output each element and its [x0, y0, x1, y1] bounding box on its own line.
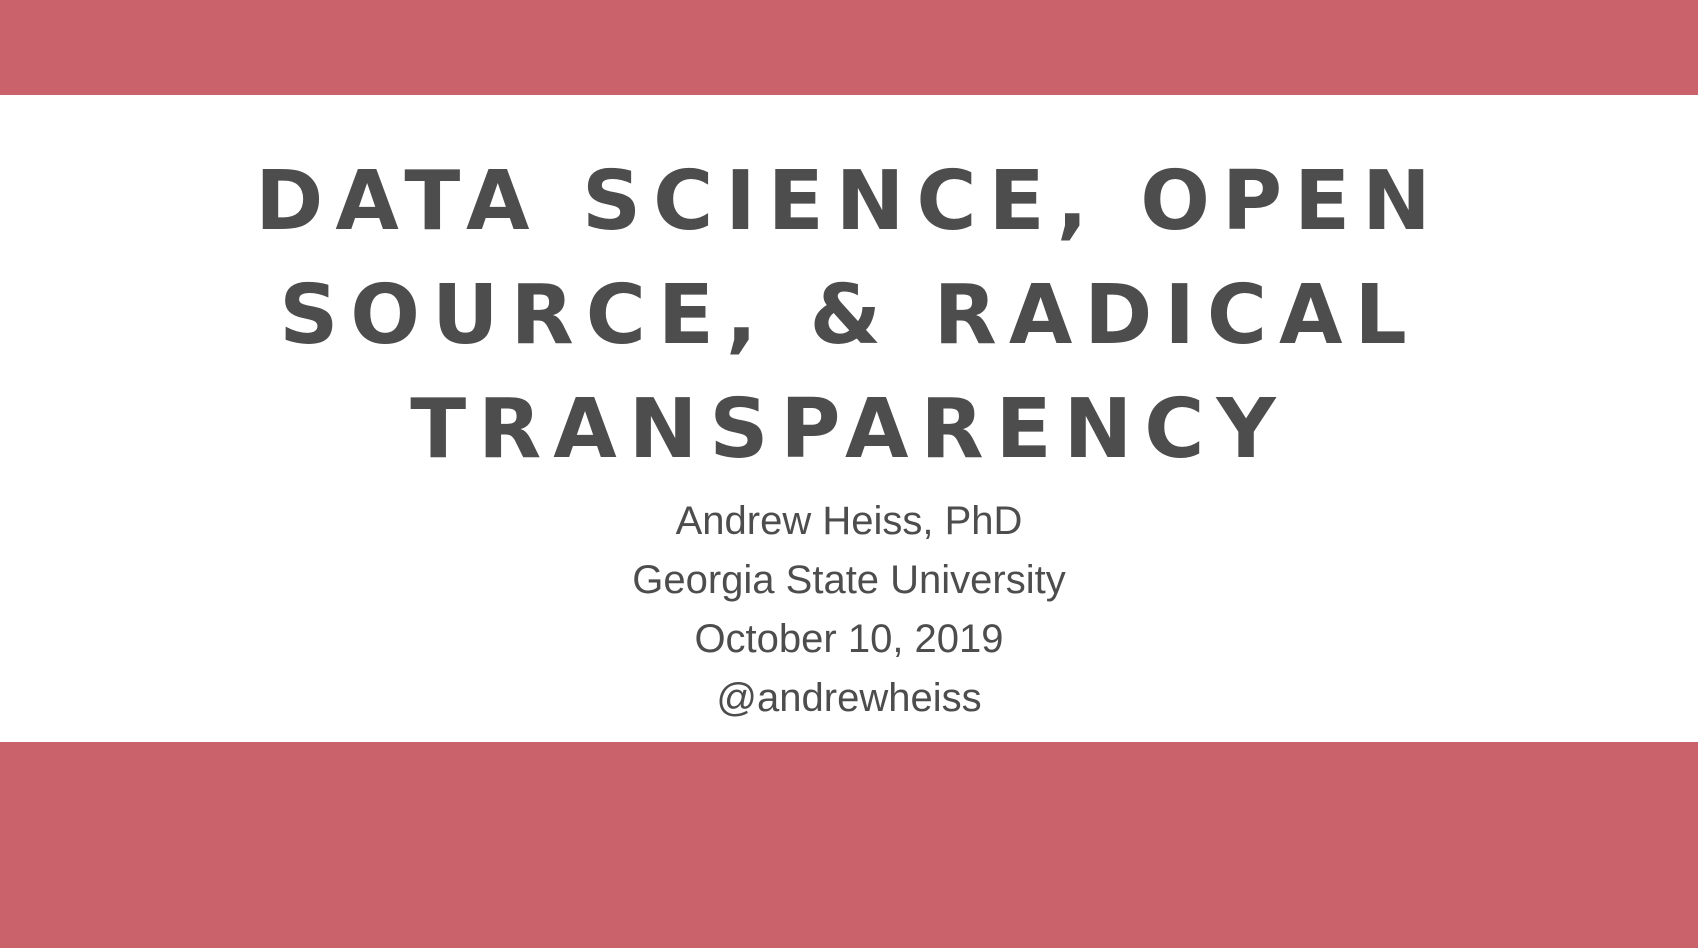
slide-title: [0, 145, 1698, 487]
social-handle: @andrewheiss: [716, 676, 982, 720]
affiliation: Georgia State University: [632, 558, 1066, 602]
title-line-3: TRANSPARENCY: [410, 382, 1288, 477]
presentation-date: October 10, 2019: [694, 617, 1004, 661]
top-band: [0, 0, 1698, 95]
title-line-1: DATA SCIENCE, OPEN: [255, 154, 1443, 249]
title-line-2: SOURCE, & RADICAL: [279, 268, 1419, 363]
bottom-band: [0, 742, 1698, 948]
slide-subtitle: [0, 492, 1698, 728]
author-name: Andrew Heiss, PhD: [675, 499, 1023, 543]
